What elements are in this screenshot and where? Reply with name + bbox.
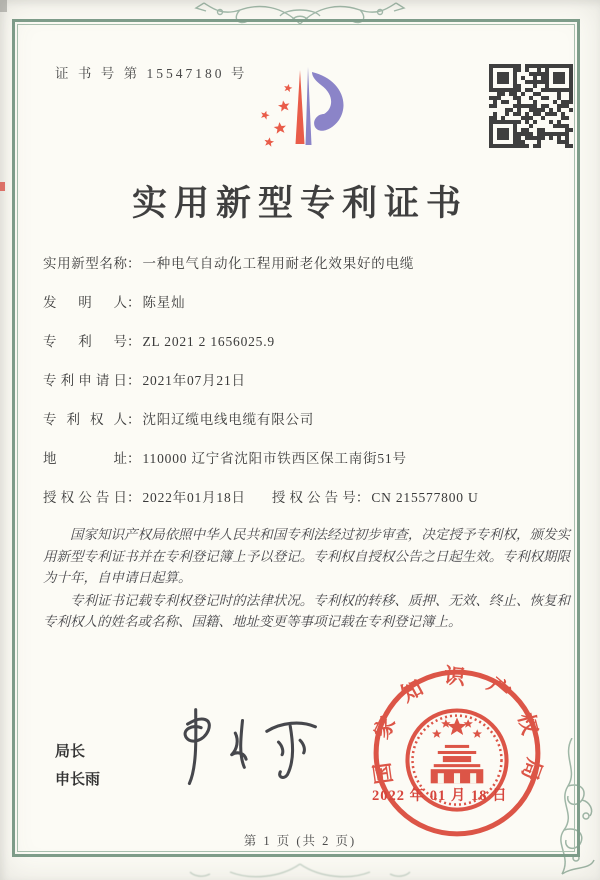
legal-paragraph-2: 专利证书记载专利权登记时的法律状况。专利权的转移、质押、无效、终止、恢复和专利权人的姓名或名称、国籍、地址变更等事项记载在专利登记簿上。 (43, 592, 570, 629)
field-label: 实用新型名称 (43, 256, 127, 271)
field-label: 专利权人 (43, 412, 127, 427)
grant-number-group (272, 486, 479, 508)
field-value: 沈阳辽缆电线电缆有限公司 (142, 412, 315, 427)
field-row-patent-no (43, 330, 570, 352)
field-label: 地址 (43, 451, 127, 466)
field-row-filing-date (43, 369, 570, 391)
page-number: 第 1 页 (共 2 页) (243, 834, 357, 848)
field-colon: ： (127, 334, 141, 349)
field-row-grant (43, 486, 570, 508)
certificate-title: 实用新型专利证书 (131, 184, 468, 223)
field-colon: ： (127, 373, 141, 388)
field-row-patentee (43, 408, 570, 430)
field-value: 陈星灿 (142, 295, 186, 310)
legal-paragraph-1: 国家知识产权局依照中华人民共和国专利法经过初步审查，决定授予专利权，颁发实用新型专利证书并在专利登记簿上予以登记。专利权自授权公告之日起生效。专利权期限为十年，自申请日起算。 (43, 527, 570, 585)
field-colon: ： (127, 490, 141, 505)
qr-code (489, 64, 573, 148)
logo-stars (260, 83, 293, 147)
field-value: ZL 2021 2 1656025.9 (142, 334, 275, 349)
logo-purple-p (306, 67, 344, 145)
field-label: 发明人 (43, 295, 127, 310)
field-colon: ： (127, 295, 141, 310)
field-value: 110000 辽宁省沈阳市铁西区保工南街51号 (142, 451, 407, 466)
legal-paragraphs (43, 524, 570, 633)
signature-handwriting (148, 702, 328, 802)
scan-edge-artifact (0, 182, 5, 191)
field-value: CN 215577800 U (371, 490, 479, 505)
field-value: 2022年01月18日 (142, 490, 246, 505)
seal-text: 国家知识产权局 (367, 663, 548, 803)
scan-corner-artifact (0, 0, 7, 12)
field-colon: ： (127, 256, 141, 271)
field-label: 授权公告日 (43, 490, 127, 505)
field-value: 一种电气自动化工程用耐老化效果好的电缆 (142, 256, 415, 271)
signer-block (55, 738, 100, 794)
field-colon: ： (355, 490, 370, 505)
field-row-address (43, 447, 570, 469)
logo-red-spike (296, 70, 305, 144)
certificate-number: 证 书 号 第 15547180 号 (55, 66, 248, 81)
seal-date: 2022 年 01 月 18 日 (372, 788, 508, 804)
field-row-name (43, 252, 570, 274)
signer-title: 局长 (55, 743, 86, 760)
dragon-ornament-bottom (150, 860, 450, 880)
cnipa-logo (238, 58, 362, 166)
field-label: 专利号 (43, 334, 127, 349)
field-colon: ： (127, 412, 141, 427)
official-seal (366, 662, 548, 844)
field-label: 授权公告号 (271, 490, 356, 505)
field-colon: ： (127, 451, 141, 466)
field-label: 专利申请日 (43, 373, 127, 388)
certificate-fields (43, 252, 570, 634)
field-row-inventor (43, 291, 570, 313)
grant-date-group (43, 486, 246, 508)
field-value: 2021年07月21日 (142, 373, 246, 388)
signer-name: 申长雨 (55, 771, 101, 788)
